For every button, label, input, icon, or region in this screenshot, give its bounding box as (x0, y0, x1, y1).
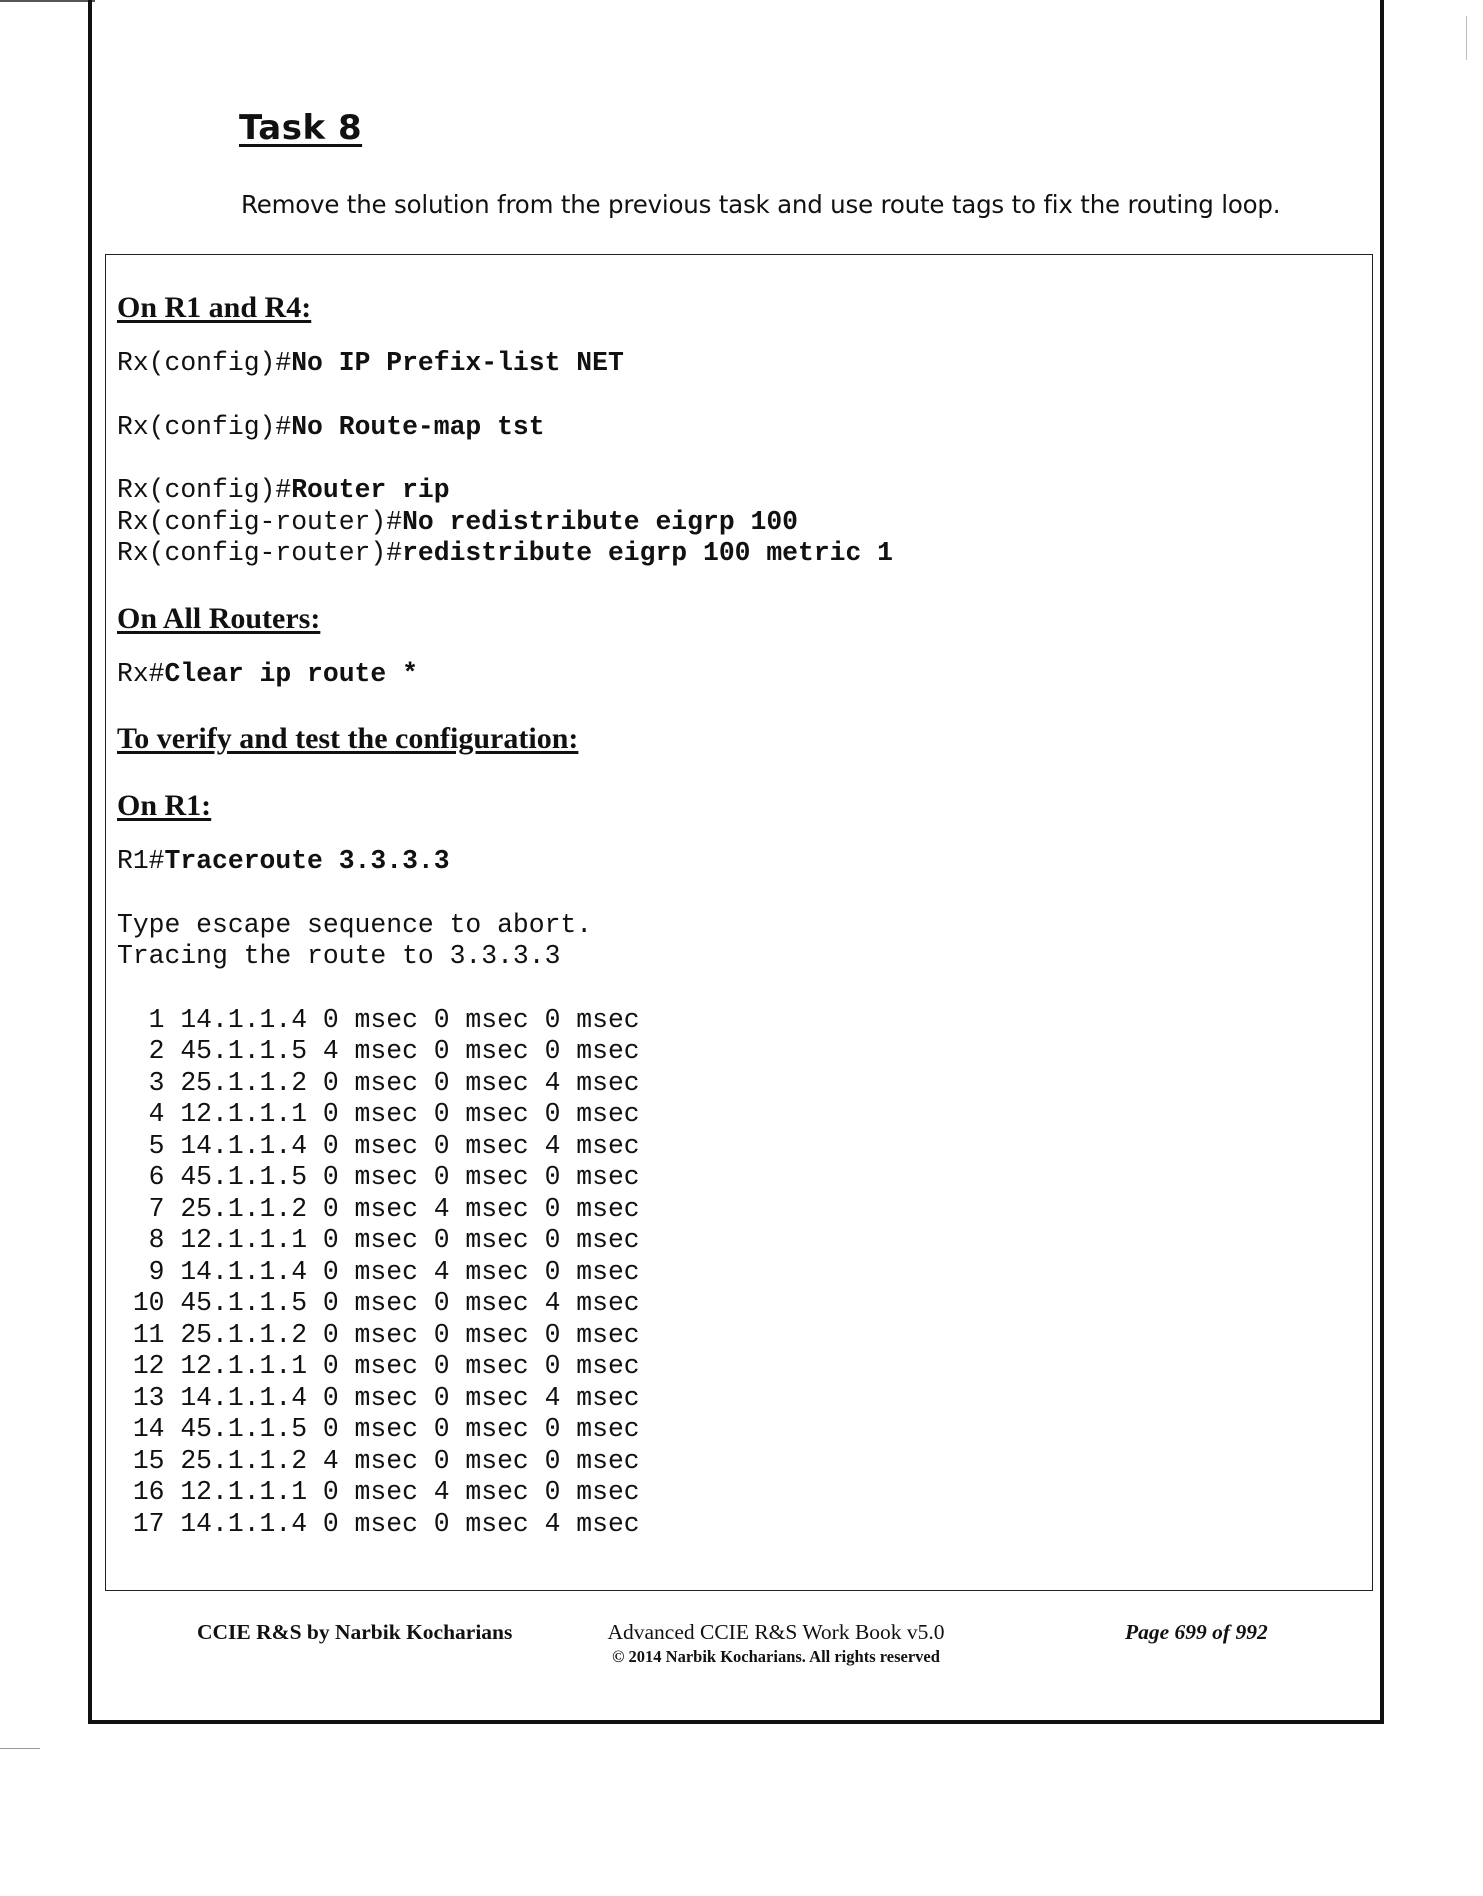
config-line: Rx(config)#No IP Prefix-list NET (117, 348, 624, 378)
footer-author: CCIE R&S by Narbik Kocharians (197, 1620, 513, 1644)
hop-line: 3 25.1.1.2 0 msec 0 msec 4 msec (117, 1067, 640, 1098)
traceroute-command: R1#Traceroute 3.3.3.3 (117, 846, 450, 876)
section-heading-r1: On R1: (117, 789, 212, 822)
footer-center (580, 1620, 972, 1667)
hop-line: 2 45.1.1.5 4 msec 0 msec 0 msec (117, 1036, 640, 1066)
scan-mark (1466, 16, 1467, 60)
config-line: Rx(config-router)#No redistribute eigrp 100 (117, 506, 799, 537)
scan-mark (0, 1748, 40, 1749)
output-line: Type escape sequence to abort. (117, 909, 593, 940)
section-heading-r1-r4: On R1 and R4: (117, 291, 312, 324)
hop-line: 17 14.1.1.4 0 msec 0 msec 4 msec (117, 1508, 640, 1539)
hop-line: 6 45.1.1.5 0 msec 0 msec 0 msec (117, 1162, 640, 1192)
config-line: Rx(config)#Router rip (117, 475, 450, 505)
section-heading-verify: To verify and test the configuration: (117, 722, 579, 755)
footer-copyright: © 2014 Narbik Kocharians. All rights reserved (612, 1647, 940, 1666)
config-line: Rx(config-router)#redistribute eigrp 100 metric 1 (117, 538, 894, 568)
config-line: Rx#Clear ip route * (117, 658, 418, 689)
hop-line: 4 12.1.1.1 0 msec 0 msec 0 msec (117, 1099, 640, 1129)
hop-line: 16 12.1.1.1 0 msec 4 msec 0 msec (117, 1477, 640, 1507)
hop-line: 8 12.1.1.1 0 msec 0 msec 0 msec (117, 1225, 640, 1255)
hop-line: 9 14.1.1.4 0 msec 4 msec 0 msec (117, 1256, 640, 1287)
hop-line: 14 45.1.1.5 0 msec 0 msec 0 msec (117, 1414, 640, 1444)
section-heading-all-routers: On All Routers: (117, 601, 321, 635)
hop-line: 1 14.1.1.4 0 msec 0 msec 0 msec (117, 1004, 640, 1035)
hop-line: 13 14.1.1.4 0 msec 0 msec 4 msec (117, 1382, 640, 1413)
hop-line: 5 14.1.1.4 0 msec 0 msec 4 msec (117, 1130, 640, 1161)
hop-line: 10 45.1.1.5 0 msec 0 msec 4 msec (117, 1288, 640, 1318)
hop-line: 7 25.1.1.2 0 msec 4 msec 0 msec (117, 1193, 640, 1224)
footer-book-title: Advanced CCIE R&S Work Book v5.0 (607, 1620, 945, 1644)
output-line: Tracing the route to 3.3.3.3 (117, 941, 561, 971)
page-corner-line (0, 0, 95, 2)
hop-line: 15 25.1.1.2 4 msec 0 msec 0 msec (117, 1445, 640, 1476)
hop-line: 12 12.1.1.1 0 msec 0 msec 0 msec (117, 1351, 640, 1381)
config-line: Rx(config)#No Route-map tst (117, 411, 545, 442)
task-title: Task 8 (239, 108, 363, 148)
footer-page-number: Page 699 of 992 (1125, 1620, 1268, 1644)
solution-content (117, 290, 893, 1540)
hop-line: 11 25.1.1.2 0 msec 0 msec 0 msec (117, 1319, 640, 1350)
task-description: Remove the solution from the previous task and use route tags to fix the routing loop. (241, 190, 1281, 219)
